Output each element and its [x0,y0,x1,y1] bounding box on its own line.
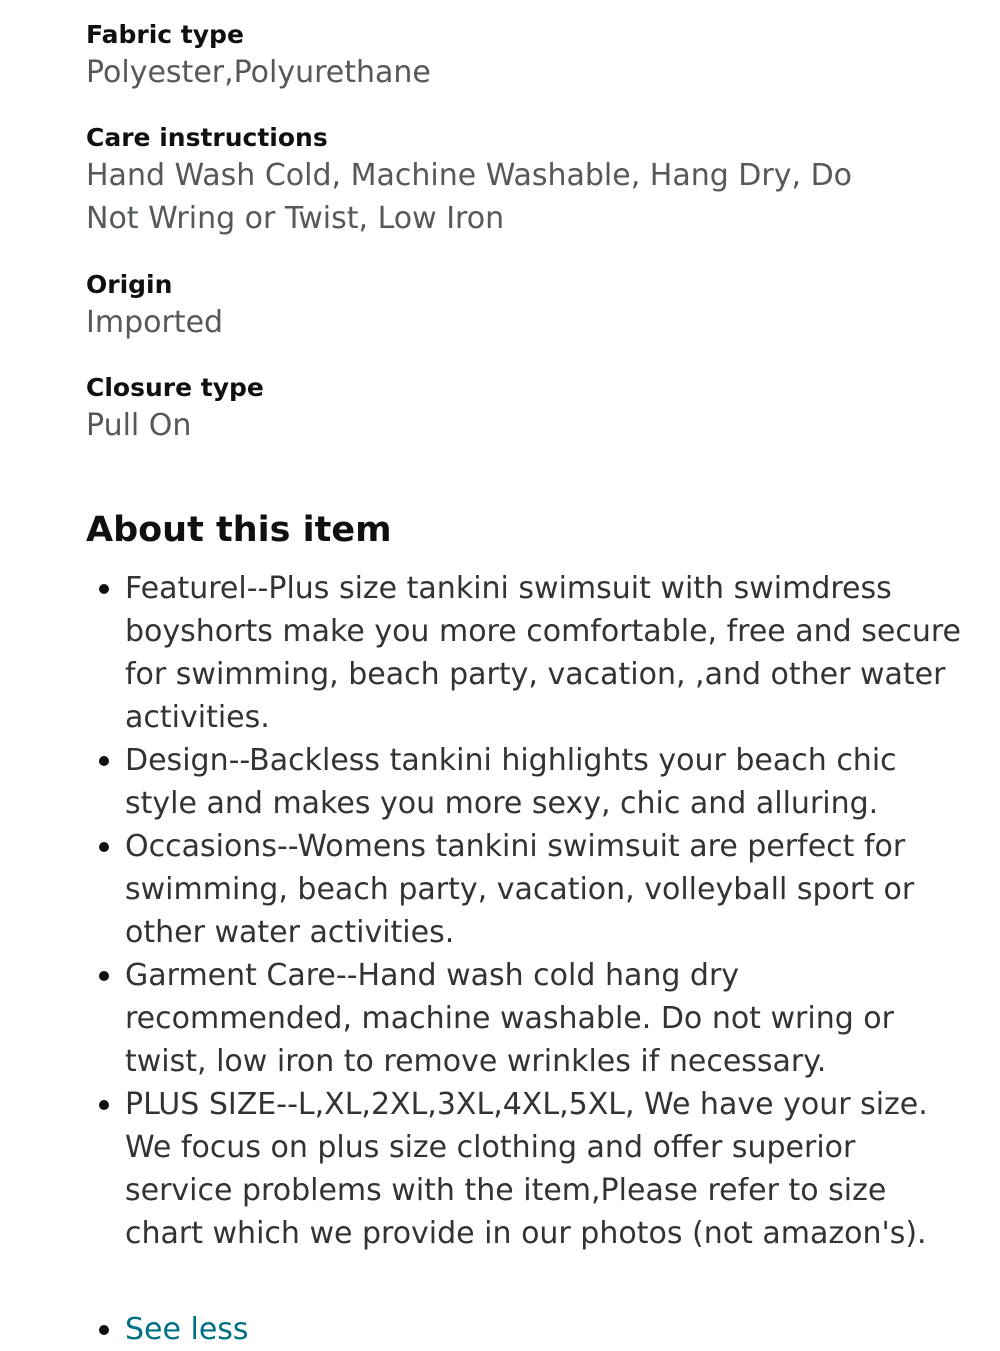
bullet-dot-icon [99,842,109,852]
detail-closure-type [86,372,264,447]
detail-value: Hand Wash Cold, Machine Washable, Hang Dry, Do Not Wring or Twist, Low Iron [86,158,853,236]
detail-fabric-type [86,19,431,94]
bullet-dot-icon [99,584,109,594]
detail-care-instructions [86,122,906,240]
detail-label: Care instructions [86,123,328,152]
detail-value: Polyester,Polyurethane [86,55,431,90]
feature-bullet-text: Occasions--Womens tankini swimsuit are perfect for swimming, beach party, vacation, volleyball sport or other water activities. [125,829,915,950]
bullet-dot-icon [99,756,109,766]
feature-bullet [86,954,966,1083]
bullet-dot-icon [99,1325,109,1335]
detail-label: Origin [86,270,173,299]
about-this-item-section [86,505,966,1255]
bullet-dot-icon [99,971,109,981]
bullet-dot-icon [99,1100,109,1110]
feature-bullet-text: Design--Backless tankini highlights your beach chic style and makes you more sexy, chic and alluring. [125,743,897,821]
detail-value: Imported [86,305,224,340]
feature-bullet [86,567,966,739]
feature-bullet-text: PLUS SIZE--L,XL,2XL,3XL,4XL,5XL, We have your size. We focus on plus size clothing and offer superior service problems with the item,Please refer to size chart which we provide in our photos (not amazon's). [125,1087,928,1251]
feature-bullet-text: Garment Care--Hand wash cold hang dry recommended, machine washable. Do not wring or twist, low iron to remove wrinkles if necessary. [125,958,894,1079]
detail-origin [86,269,223,344]
feature-bullet [86,739,966,825]
detail-value: Pull On [86,408,192,443]
feature-bullet-list [86,567,966,1255]
feature-bullet [86,825,966,954]
see-less-link[interactable]: See less [125,1312,249,1347]
feature-bullet [86,1083,966,1255]
detail-label: Closure type [86,373,264,402]
about-title: About this item [86,510,392,550]
detail-label: Fabric type [86,20,244,49]
feature-bullet-text: Featurel--Plus size tankini swimsuit with swimdress boyshorts make you more comfortable, free and secure for swimming, beach party, vacation, ,and other water activities. [125,571,961,735]
